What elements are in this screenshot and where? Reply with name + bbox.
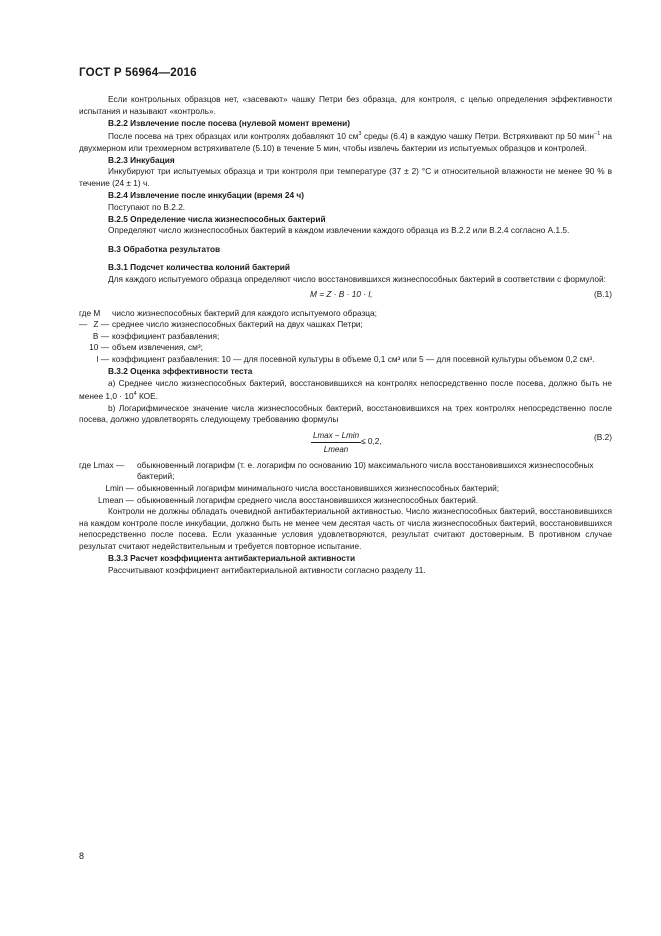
definition-text: коэффициент разбавления; <box>112 330 220 341</box>
heading-b3: В.3 Обработка результатов <box>108 243 221 254</box>
definition-row <box>79 354 612 366</box>
paragraph-b24: Поступают по В.2.2. <box>108 201 186 212</box>
paragraph-b23: Инкубируют три испытуемых образца и три контроля при температуре (37 ± 2) °С и относительной влажности не менее 90 % в течение (24 ± 1) ч. <box>79 166 612 188</box>
definition-row <box>79 483 612 495</box>
formula-b1-expression: M = Z · B · 10 · l, <box>310 288 373 299</box>
heading-b32: В.3.2 Оценка эффективности теста <box>108 366 253 377</box>
definition-row <box>79 319 612 331</box>
formula-b2-denominator: Lmean <box>323 445 349 455</box>
definitions-b2 <box>79 460 612 506</box>
paragraph-b32b: b) Логарифмическое значение числа жизнеспособных бактерий, восстановившихся на трех контролях непосредственно после посева, должно удовлетворять следующему требованию формулы <box>79 402 612 425</box>
superscript-3: 3 <box>358 131 362 138</box>
definition-row <box>79 331 612 343</box>
definition-text: объем извлечения, см³; <box>112 342 203 353</box>
paragraph-b22 <box>79 129 612 154</box>
formula-b2 <box>79 430 612 454</box>
paragraph-b32a-part2: КОЕ. <box>136 391 158 402</box>
paragraph-b33: Рассчитывают коэффициент антибактериальной активности согласно разделу 11. <box>108 564 426 575</box>
definition-symbol: где M — <box>79 307 101 330</box>
paragraph-b22-part1: После посева на трех образцах или контролях добавляют 10 см <box>108 131 359 142</box>
paragraph-b22-part2: среды (6.4) в каждую чашку Петри. Встряхивают пр 50 мин <box>361 131 594 142</box>
definition-text: обыкновенный логарифм среднего числа восстановившихся жизнеспособных бактерий. <box>137 494 479 505</box>
superscript-4: 4 <box>133 391 137 398</box>
definition-symbol: l — <box>96 354 109 365</box>
paragraph-b31: Для каждого испытуемого образца определяют число восстановившихся жизнеспособных бактерий в соответствии с формулой: <box>108 274 606 285</box>
heading-b31: В.3.1 Подсчет количества колоний бактерий <box>108 262 290 273</box>
heading-b23: В.2.3 Инкубация <box>108 154 175 165</box>
page-number: 8 <box>79 851 85 861</box>
standard-header: ГОСТ Р 56964—2016 <box>79 66 197 79</box>
definition-text: обыкновенный логарифм (т. е. логарифм по основанию 10) максимального числа восстановившихся жизнеспособных бактерий; <box>137 459 594 482</box>
paragraph-b22-part3: на двухмерном или трехмерном встряхивателе (5.10) в течение 5 мин, чтобы извлечь бактерии из испытуемых образцов и контролей. <box>79 131 613 153</box>
definition-text: обыкновенный логарифм минимального числа восстановившихся жизнеспособных бактерий; <box>137 483 500 494</box>
definition-symbol: где Lmax — <box>79 459 125 470</box>
paragraph-b25: Определяют число жизнеспособных бактерий в каждом извлечении каждого образца из В.2.2 или В.2.4 согласно А.1.5. <box>108 225 570 236</box>
paragraph-control-samples: Если контрольных образцов нет, «засевают» чашку Петри без образца, для контроля, с целью определения эффективности испытания и называют «контроль». <box>79 94 612 116</box>
superscript-minus1: −1 <box>593 131 601 138</box>
definition-symbol: 10 — <box>89 342 109 353</box>
formula-b2-fraction <box>311 430 361 456</box>
heading-b33: В.3.3 Расчет коэффициента антибактериальной активности <box>108 553 356 564</box>
paragraph-controls: Контроли не должны обладать очевидной антибактериальной активностью. Число жизнеспособных бактерий, восстановившихся на каждом контроле после инкубации, должно быть не менее чем десятая часть от числа жизнеспособных бактерий, восстановившихся непосредственно после посева. Если указанные условия удовлетворяются, результат считают достоверным. В противном случае результат считают недействительным и требуется повторное испытание. <box>79 506 612 552</box>
definition-symbol: Lmin — <box>105 483 134 494</box>
definition-symbol: Z — <box>93 319 109 330</box>
definition-text: среднее число жизнеспособных бактерий на двух чашках Петри; <box>112 319 363 330</box>
definition-row <box>79 460 612 483</box>
formula-b1 <box>79 289 612 302</box>
formula-b2-number: (В.2) <box>594 431 612 442</box>
definition-row <box>79 495 612 507</box>
paragraph-b32a-part1: a) Среднее число жизнеспособных бактерий, восстановившихся на контролях непосредственно после посева, должно быть не менее 1,0 · 10 <box>79 377 612 402</box>
definition-symbol: B — <box>92 330 109 341</box>
definition-symbol: Lmean — <box>98 494 134 505</box>
definition-text: число жизнеспособных бактерий для каждого испытуемого образца; <box>112 307 377 318</box>
paragraph-b32a <box>79 378 612 403</box>
definition-row <box>79 342 612 354</box>
definitions-b1 <box>79 308 612 366</box>
formula-b2-tail: ≤ 0,2, <box>361 435 382 446</box>
heading-b22: В.2.2 Извлечение после посева (нулевой момент времени) <box>108 117 350 128</box>
heading-b25: В.2.5 Определение числа жизнеспособных бактерий <box>108 213 326 224</box>
heading-b24: В.2.4 Извлечение после инкубации (время 24 ч) <box>108 190 304 201</box>
formula-b2-numerator: Lmax − Lmin <box>311 430 361 444</box>
formula-b1-number: (В.1) <box>594 288 612 299</box>
definition-text: коэффициент разбавления: 10 — для посевной культуры в объеме 0,1 см³ или 5 — для посевной культуры объемом 0,2 см³. <box>112 354 595 365</box>
page-content <box>79 94 612 576</box>
